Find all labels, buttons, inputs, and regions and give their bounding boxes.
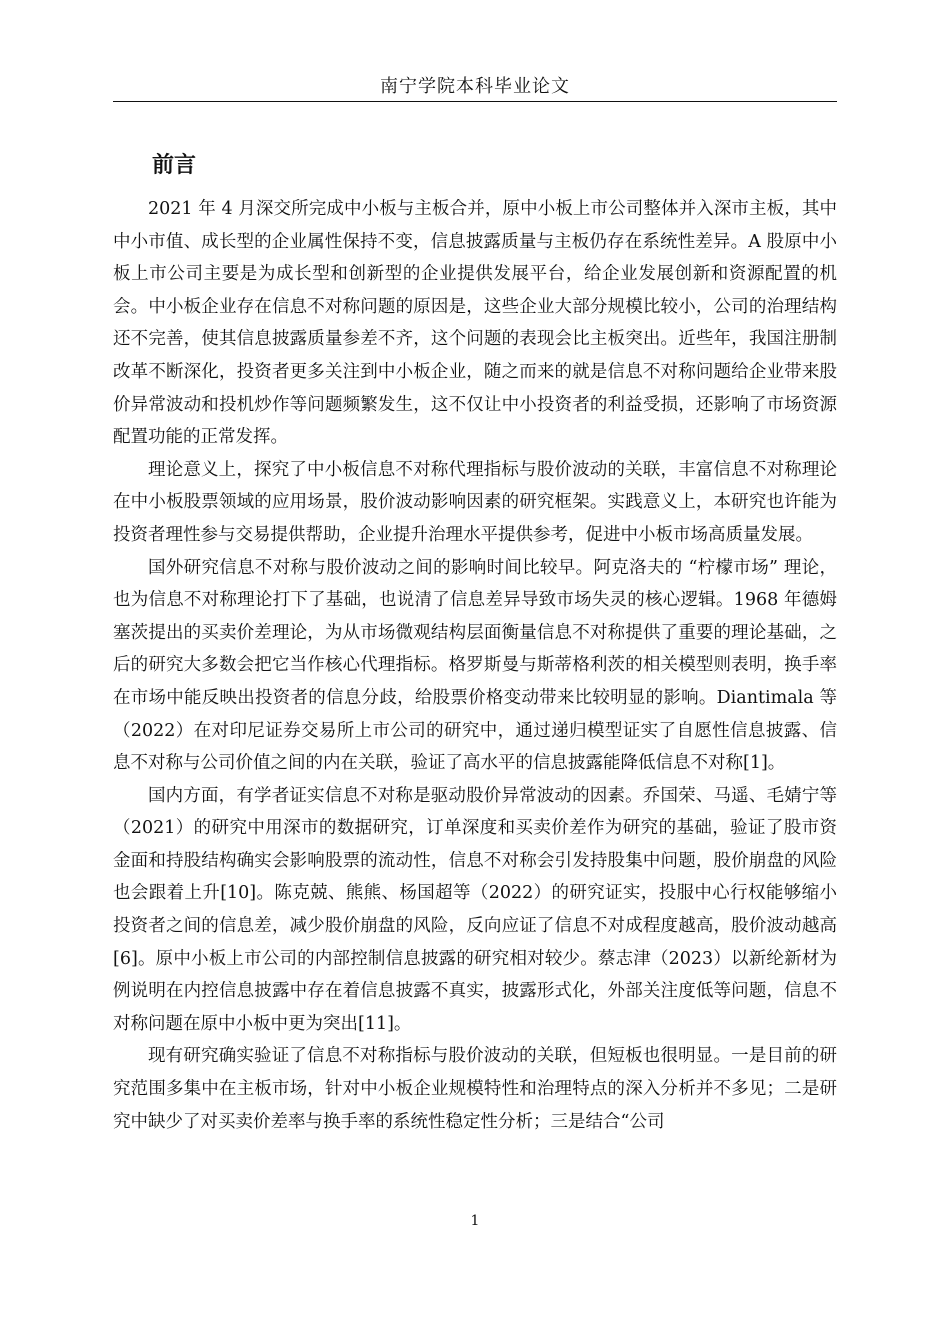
running-header: 南宁学院本科毕业论文 [380,76,570,97]
paragraph-1: 2021 年 4 月深交所完成中小板与主板合并，原中小板上市公司整体并入深市主板，其中中小市值、成长型的企业属性保持不变，信息披露质量与主板仍存在系统性差异。A 股原中小板上市公司主要是为成长型和创新型的企业提供发展平台，给企业发展创新和资源配置的机会。中小板企业存在信息不对称问题的原因是，这些企业大部分规模比较小，公司的治理结构还不完善，使其信息披露质量参差不齐，这个问题的表现会比主板突出。近些年，我国注册制改革不断深化，投资者更多关注到中小板企业，随之而来的就是信息不对称问题给企业带来股价异常波动和投机炒作等问题频繁发生，这不仅让中小投资者的利益受损，还影响了市场资源配置功能的正常发挥。 [113,199,837,448]
page-number: 1 [470,1213,480,1229]
paragraph-3: 国外研究信息不对称与股价波动之间的影响时间比较早。阿克洛夫的 “柠檬市场” 理论，也为信息不对称理论打下了基础，也说清了信息差异导致市场失灵的核心逻辑。1968 年德姆塞茨提出的买卖价差理论，为从市场微观结构层面衡量信息不对称提供了重要的理论基础，之后的研究大多数会把它当作核心代理指标。格罗斯曼与斯蒂格利茨的相关模型则表明，换手率在市场中能反映出投资者的信息分歧，给股票价格变动带来比较明显的影响。Diantimala 等（2022）在对印尼证券交易所上市公司的研究中，通过递归模型证实了自愿性信息披露、信息不对称与公司价值之间的内在关联，验证了高水平的信息披露能降低信息不对称[1]。 [113,557,837,774]
paragraph-4: 国内方面，有学者证实信息不对称是驱动股价异常波动的因素。乔国荣、马遥、毛婧宁等（2021）的研究中用深市的数据研究，订单深度和买卖价差作为研究的基础，验证了股市资金面和持股结构确实会影响股票的流动性，信息不对称会引发持股集中问题，股价崩盘的风险也会跟着上升[10]。陈克兢、熊熊、杨国超等（2022）的研究证实，投服中心行权能够缩小投资者之间的信息差，减少股价崩盘的风险，反向应证了信息不对成程度越高，股价波动越高[6]。原中小板上市公司的内部控制信息披露的研究相对较少。蔡志津（2023）以新纶新材为例说明在内控信息披露中存在着信息披露不真实，披露形式化，外部关注度低等问题，信息不对称问题在原中小板中更为突出[11]。 [113,785,837,1034]
section-title: 前言 [152,153,197,178]
paragraph-5: 现有研究确实验证了信息不对称指标与股价波动的关联，但短板也很明显。一是目前的研究范围多集中在主板市场，针对中小板企业规模特性和治理特点的深入分析并不多见；二是研究中缺少了对买卖价差率与换手率的系统性稳定性分析；三是结合“公司 [113,1046,837,1132]
header-divider [113,101,837,102]
body-text [113,193,837,1138]
paragraph-2: 理论意义上，探究了中小板信息不对称代理指标与股价波动的关联，丰富信息不对称理论在中小板股票领域的应用场景，股价波动影响因素的研究框架。实践意义上，本研究也许能为投资者理性参与交易提供帮助，企业提升治理水平提供参考，促进中小板市场高质量发展。 [113,459,837,545]
